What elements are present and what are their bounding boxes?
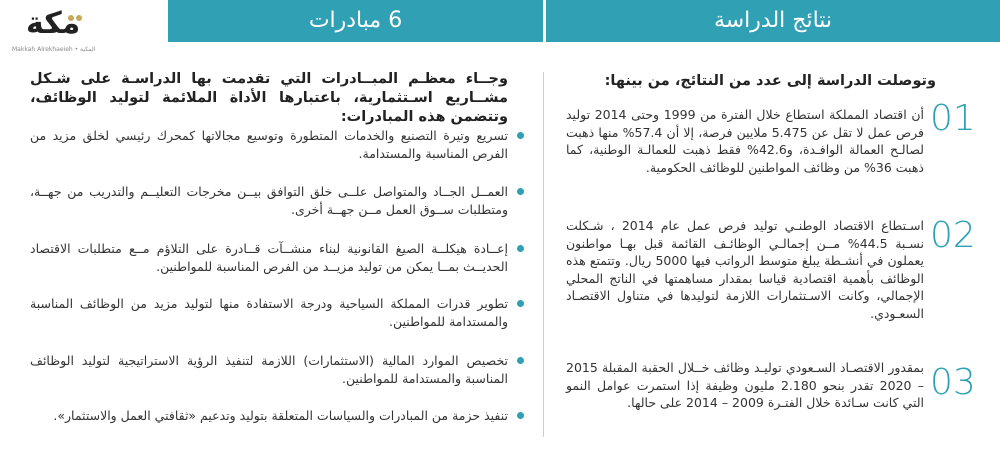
list-item [30,127,524,163]
findings-intro: وتوصلت الدراسة إلى عدد من النتائج، من بينها: [604,73,936,89]
bullet-dot-icon [517,245,524,252]
finding-number: 01 [930,98,976,139]
list-item-text: العمــل الجــاد والمتواصل علــى خلق التوافق بيــن مخرجات التعليــم والتدريب من جهــة، ومتطلبات ســوق العمل مــن جهــة أخرى. [30,184,508,217]
initiatives-intro: وجــاء معظـم المبــادرات التي تقدمت بها الدراسـة على شـكل مشــاريع اسـتثمارية، باعتبارها الأداة الملائمة لتوليد الوظائف، وتتضمن هذه المبادرات: [30,71,508,125]
list-item [30,295,524,331]
bullet-dot-icon [517,132,524,139]
list-item [30,183,524,219]
makkah-logo [8,6,158,62]
bullet-dot-icon [517,300,524,307]
finding-number: 03 [930,362,976,403]
list-item-text: إعــادة هيكلــة الصيغ القانونية لبناء منشــآت قــادرة على التلاؤم مــع متطلبات الاقتصاد الحديــث بمــا يمكن من توليد مزيــد من الفرص المناسبة للمواطنين. [30,241,508,274]
bullet-dot-icon [517,412,524,419]
list-item-text: تطوير قدرات المملكة السياحية ودرجة الاستفادة منها لتوليد مزيد من الوظائف المناسبة والمستدامة للمواطنين. [30,296,508,329]
findings-header: نتائج الدراسة [713,8,833,33]
list-item [30,407,524,425]
list-item-text: تنفيذ حزمة من المبادرات والسياسات المتعلقة بتوليد وتدعيم «ثقافتي العمل والاستثمار». [53,408,508,423]
finding-number: 02 [930,215,976,256]
initiatives-header: 6 مبادرات [308,8,403,33]
list-item-text: تسريع وتيرة التصنيع والخدمات المتطورة وتوسيع مجالاتها كمحرك رئيسي لخلق مزيد من الفرص المناسبة والمستدامة. [30,128,508,161]
finding-text: اسـتطاع الاقتصاد الوطنـي توليد فرص عمل عام 2014 ، شـكلت نسـبة 44.5% مــن إجمالـي الوظائـف القائمة قبل بهـا مواطنون يعملون في أنشـطة يبلغ متوسط الرواتب فيها 5000 ريال. وتتمتع هذه الوظائف بأهمية اقتصادية قياسا بمقدار مساهمتها في الناتج المحلي الإجمالي، وكانت الاسـتثمارات اللازمة لتوليدها في متناول الاقتصـاد السعـودي. [566,218,924,321]
logo-mark: مكة [26,6,81,41]
bullet-dot-icon [517,188,524,195]
list-item [30,352,524,388]
logo-subtitle: Makkah Alrekhaeieh • المكية [12,46,96,53]
bullet-dot-icon [517,357,524,364]
list-item [30,240,524,276]
finding-text: بمقدور الاقتصـاد السـعودي توليـد وظائف خــلال الحقبة المقبلة 2015 – 2020 تقدر بنحو 2.180 مليون وظيفة إذا استمرت عوامل النمو التي كانت سـائدة خلال الفتـرة 2009 – 2014 على حالها. [566,360,924,410]
list-item-text: تخصيص الموارد المالية (الاستثمارات) اللازمة لتنفيذ الرؤية الاستراتيجية لتوليد الوظائف المناسبة والمستدامة للمواطنين. [30,353,508,386]
finding-text: أن اقتصاد المملكة استطاع خلال الفترة من 1999 وحتى 2014 توليد فرص عمل لا تقل عن 5.475 ملايين فرصة، إلا أن 57.4% منها ذهبت لصالـح العمالة الوافـدة، و42.6% فقط ذهبت للعمالـة الوطنية، كما ذهبت 36% من وظائف المواطنين للوظائف الحكومية. [566,107,925,175]
column-divider [543,72,544,437]
